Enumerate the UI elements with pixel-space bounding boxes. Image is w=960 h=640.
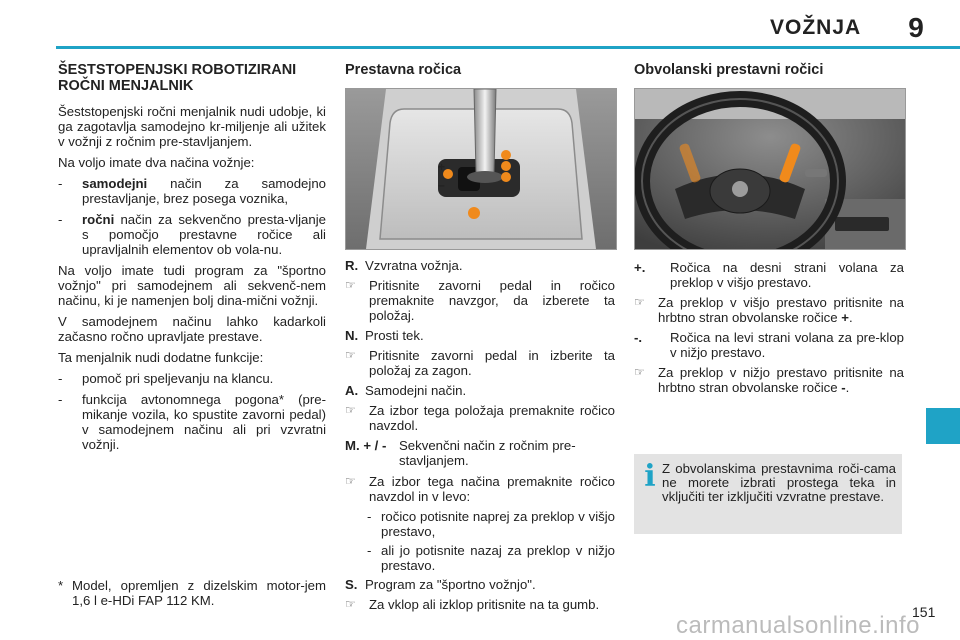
footnote-asterisk: *	[58, 578, 64, 593]
position-m	[345, 438, 615, 468]
section-heading-gear-lever: Prestavna ročica	[345, 62, 462, 78]
position-m-downshift: - ali jo potisnite nazaj za preklop v nižjo prestavo.	[345, 543, 615, 573]
steering-wheel-drawing	[635, 89, 905, 249]
header-rule	[56, 46, 960, 49]
position-a-instruction	[345, 403, 615, 433]
hand-bullet-icon: ☞	[345, 403, 356, 417]
paddle-plus-key: +.	[634, 260, 646, 275]
hand-bullet-icon: ☞	[634, 365, 645, 379]
hand-bullet-icon: ☞	[345, 348, 356, 362]
paddle-plus-instruction	[634, 295, 904, 325]
page-number: 151	[912, 604, 936, 620]
position-a-text: Samodejni način.	[365, 383, 467, 398]
info-icon: i	[644, 459, 656, 494]
footnote-text: Model, opremljen z dizelskim motor-jem 1,6 l e-HDi FAP 112 KM.	[72, 578, 326, 608]
lion-logo-icon	[732, 181, 748, 197]
chapter-number: 9	[908, 12, 924, 43]
info-text: Z obvolanskima prestavnima roči-cama ne morete izbrati prostega teka in vključiti ter izključiti vzvratne prestave.	[662, 461, 896, 504]
position-m-key: M. + / -	[345, 438, 387, 453]
position-n-text: Prosti tek.	[365, 328, 424, 343]
position-m-instruction	[345, 474, 615, 504]
column-paddles	[634, 62, 904, 400]
position-s	[345, 577, 615, 592]
position-n-instruction	[345, 348, 615, 378]
paddle-minus	[634, 330, 904, 360]
section-heading-gearbox: ŠESTSTOPENJSKI ROBOTIZIRANI ROČNI MENJALNIK	[58, 62, 297, 94]
position-m-text: Sekvenčni način z ročnim pre-stavljanjem.	[399, 438, 576, 468]
position-n-instruction-text: Pritisnite zavorni pedal in izberite ta položaj za zagon.	[369, 348, 615, 378]
steering-wheel-illustration	[634, 88, 906, 250]
watermark: carmanualsonline.info	[676, 612, 920, 639]
footnote	[58, 578, 326, 608]
shift-minus-symbol: –	[438, 178, 445, 192]
paddle-plus-period: .	[848, 310, 853, 325]
info-box	[634, 454, 902, 534]
column-gear-lever	[345, 62, 615, 617]
position-n	[345, 328, 615, 343]
paddle-plus-symbol: +	[841, 310, 849, 325]
mode-auto-label: samodejni	[82, 176, 148, 191]
hand-bullet-icon: ☞	[345, 597, 356, 611]
paddle-plus-instruction-text: Za preklop v višjo prestavo pritisnite na hrbtno stran obvolanske ročice	[658, 295, 904, 325]
position-a-key: A.	[345, 383, 359, 398]
position-r-instruction-text: Pritisnite zavorni pedal in ročico premaknite navzgor, da izberete ta položaj.	[369, 278, 615, 323]
position-s-instruction-text: Za vklop ali izklop pritisnite na ta gumb.	[369, 597, 600, 612]
page-header-title: VOŽNJA	[770, 16, 862, 39]
functions-intro: Ta menjalnik nudi dodatne funkcije:	[58, 350, 264, 365]
modes-intro: Na voljo imate dva načina vožnje:	[58, 155, 255, 170]
paddle-minus-instruction	[634, 365, 904, 395]
gear-lever-illustration	[345, 88, 617, 250]
position-r-key: R.	[345, 258, 359, 273]
column-intro	[58, 62, 326, 458]
paddle-plus	[634, 260, 904, 290]
position-r	[345, 258, 615, 273]
mode-item-auto	[58, 176, 326, 206]
override-paragraph: V samodejnem načinu lahko kadarkoli začasno ročno upravljate prestave.	[58, 314, 326, 344]
chapter-side-tab	[926, 408, 960, 444]
paddle-minus-text: Ročica na levi strani volana za pre-klop v nižjo prestavo.	[670, 330, 904, 360]
position-m-upshift: - ročico potisnite naprej za preklop v višjo prestavo,	[345, 509, 615, 539]
hand-bullet-icon: ☞	[634, 295, 645, 309]
function-item-hill: - pomoč pri speljevanju na klancu.	[58, 371, 326, 386]
shift-plus-symbol: +	[438, 160, 446, 174]
gear-lever-drawing	[346, 89, 616, 249]
hand-bullet-icon: ☞	[345, 278, 356, 292]
sport-paragraph: Na voljo imate tudi program za "športno vožnjo" pri samodejnem ali sekvenč-nem načinu, ki je namenjen bolj dina-mični vožnji.	[58, 263, 326, 308]
position-a	[345, 383, 615, 398]
position-s-key: S.	[345, 577, 358, 592]
position-m-instruction-text: Za izbor tega načina premaknite ročico navzdol in v levo:	[369, 474, 615, 504]
mode-manual-label: ročni	[82, 212, 115, 227]
mode-manual-text: način za sekvenčno presta-vljanje s pomočjo prestavne ročice ali upravljalnih elementov ob vola-nu.	[82, 212, 326, 257]
mode-item-manual	[58, 212, 326, 257]
position-a-instruction-text: Za izbor tega položaja premaknite ročico navzdol.	[369, 403, 615, 433]
position-s-instruction	[345, 597, 615, 612]
position-r-text: Vzvratna vožnja.	[365, 258, 463, 273]
position-r-instruction	[345, 278, 615, 323]
position-n-key: N.	[345, 328, 359, 343]
paddle-minus-period: .	[845, 380, 850, 395]
mode-auto-text: način za samodejno prestavljanje, brez posega voznika,	[82, 176, 326, 206]
paddle-minus-instruction-text: Za preklop v nižjo prestavo pritisnite na hrbtno stran obvolanske ročice	[658, 365, 904, 395]
section-heading-paddles: Obvolanski prestavni ročici	[634, 62, 824, 78]
hand-bullet-icon: ☞	[345, 474, 356, 488]
paddle-plus-text: Ročica na desni strani volana za preklop v višjo prestavo.	[670, 260, 904, 290]
paddle-minus-symbol: -	[841, 380, 846, 395]
intro-paragraph: Šeststopenjski ročni menjalnik nudi udobje, ki ga zagotavlja samodejno kr-miljenje ali užitek v vožnji z ročnim pre-stavljanjem.	[58, 104, 326, 149]
position-s-text: Program za "športno vožnjo".	[365, 577, 536, 592]
function-item-creep: - funkcija avtonomnega pogona* (pre-mikanje vozila, ko spustite zavorni pedal) v samodejnem načinu ali pri vzvratni vožnji.	[58, 392, 326, 452]
paddle-minus-key: -.	[634, 330, 643, 345]
